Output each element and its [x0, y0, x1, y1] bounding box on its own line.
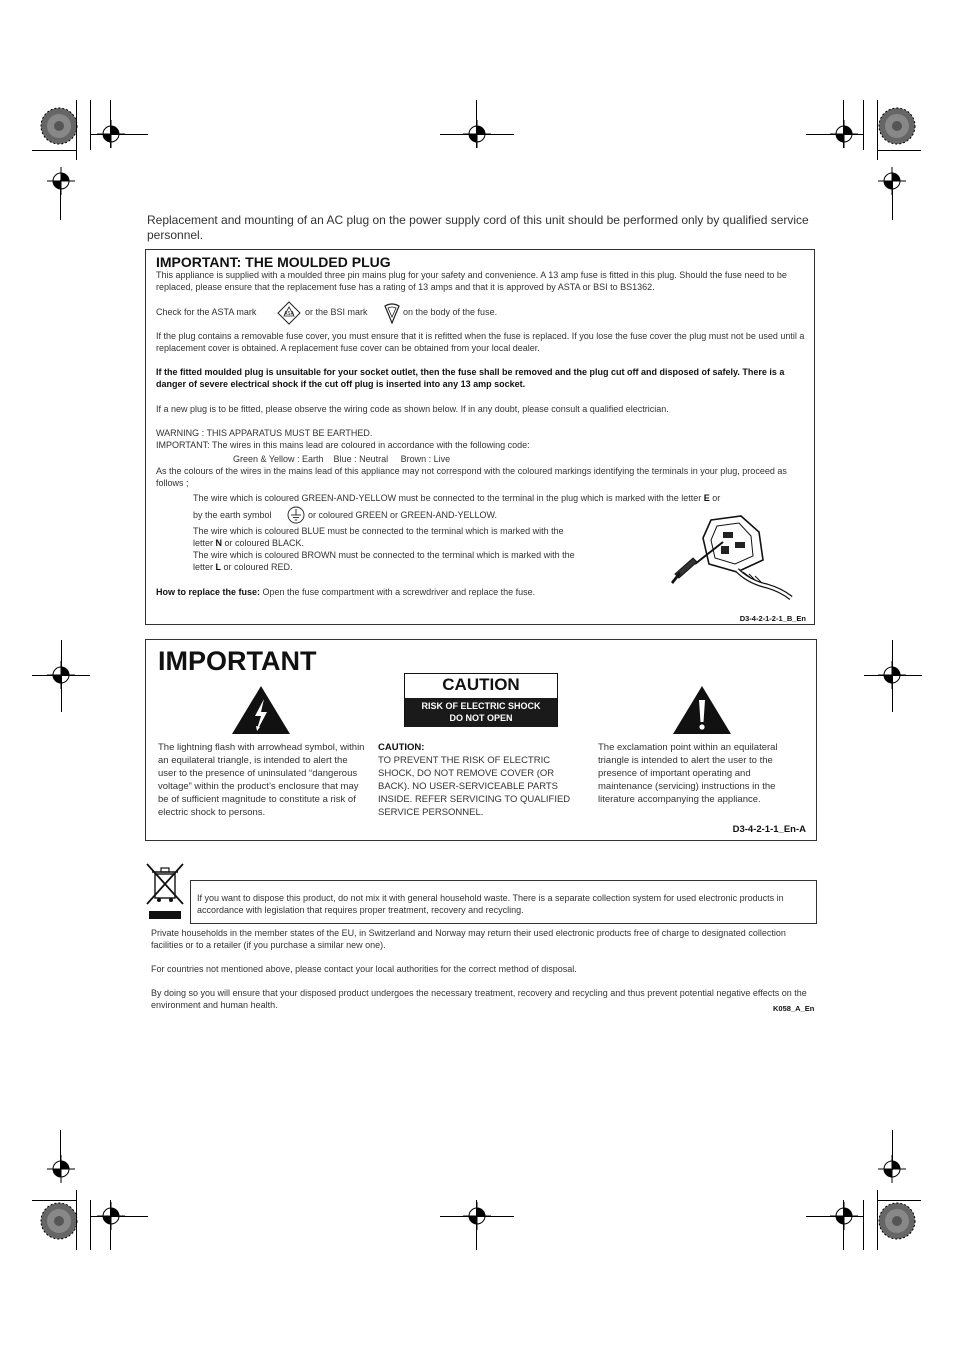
registration-mark-icon	[47, 1155, 75, 1183]
document-code: D3-4-2-1-2-1_B_En	[739, 614, 806, 623]
asta-mark-icon	[277, 301, 301, 325]
blue-instruction: The wire which is coloured BLUE must be connected to the terminal which is marked with the	[193, 526, 564, 536]
fuse-replacement-instructions: How to replace the fuse: Open the fuse compartment with a screwdriver and replace the fuse.	[156, 587, 536, 597]
caution-band	[405, 698, 557, 727]
weee-crossed-bin-icon	[145, 862, 185, 920]
crop-line	[90, 1200, 91, 1250]
crop-line	[76, 1190, 77, 1250]
plug-screwdriver-illustration	[671, 512, 796, 600]
fuse-body-text: on the body of the fuse.	[403, 307, 498, 317]
colour-mismatch-note: As the colours of the wires in the mains lead of this appliance may not correspond with the coloured markings identifying the terminals in your plug, proceed as follows ;	[156, 466, 787, 488]
crop-line	[877, 1200, 921, 1201]
section-heading: IMPORTANT: THE MOULDED PLUG	[156, 254, 391, 270]
crop-line	[806, 1216, 864, 1217]
crop-line	[90, 134, 148, 135]
color-target-icon	[878, 1202, 916, 1240]
crop-line	[60, 180, 61, 220]
caution-description-text: TO PREVENT THE RISK OF ELECTRIC SHOCK, DO NOT REMOVE COVER (OR BACK). NO USER-SERVICEABLE PARTS INSIDE. REFER SERVICING TO QUALIFIED SERVICE PERSONNEL.	[378, 755, 571, 818]
document-code: D3-4-2-1-1_En-A	[732, 824, 806, 835]
bsi-kitemark-icon	[382, 302, 402, 324]
crop-line	[32, 150, 76, 151]
important-heading: IMPORTANT	[158, 646, 317, 676]
fuse-cover-paragraph: If the plug contains a removable fuse cover, you must ensure that it is refitted when the fuse is replaced. If you lose the fuse cover the plug must not be used until a replacement cover is obtained. A replacement fuse cover can be obtained from your local dealer.	[156, 331, 805, 353]
crop-line	[110, 100, 111, 148]
environment-paragraph: By doing so you will ensure that your disposed product undergoes the necessary treatment, recovery and recycling and thus prevent potential negative effects on the environment and human health.	[151, 988, 807, 1010]
color-target-icon	[40, 1202, 78, 1240]
caution-title: CAUTION	[442, 675, 520, 694]
crop-line	[476, 100, 477, 148]
color-target-icon	[40, 107, 78, 145]
crop-line	[892, 640, 893, 712]
crop-line	[877, 100, 878, 160]
crop-line	[476, 1200, 477, 1250]
crop-line	[806, 134, 864, 135]
crop-line	[892, 180, 893, 220]
wire-colour-intro: IMPORTANT: The wires in this mains lead are coloured in accordance with the following code:	[156, 440, 530, 450]
wire-colour-code: Green & Yellow : Earth Blue : Neutral Brown : Live	[233, 454, 451, 464]
asta-check-text: Check for the ASTA mark	[156, 307, 257, 317]
new-plug-paragraph: If a new plug is to be fitted, please observe the wiring code as shown below. If in any doubt, please consult a qualified electrician.	[156, 404, 669, 414]
bsi-check-text: or the BSI mark	[305, 307, 368, 317]
crop-line	[61, 640, 62, 712]
crop-line	[892, 1130, 893, 1170]
important-section	[145, 639, 817, 841]
caution-band-line: DO NOT OPEN	[449, 713, 513, 723]
caution-label	[404, 673, 558, 727]
crop-line	[110, 1200, 111, 1250]
lightning-description: The lightning flash with arrowhead symbol, within an equilateral triangle, is intended to alert the user to the presence of uninsulated “dangerous voltage” within the product’s enclosure that may be of sufficient magnitude to constitute a risk of electric shock to persons.	[158, 742, 365, 818]
registration-mark-icon	[47, 167, 75, 195]
earth-symbol-text: by the earth symbol	[193, 510, 272, 520]
crop-line	[90, 1216, 148, 1217]
crop-line	[877, 1190, 878, 1250]
svg-text:ASA: ASA	[283, 311, 295, 317]
intro-text: Replacement and mounting of an AC plug on the power supply cord of this unit should be performed only by qualified service personnel.	[147, 213, 809, 242]
caution-band-line: RISK OF ELECTRIC SHOCK	[421, 701, 541, 711]
caution-description-label: CAUTION:	[378, 742, 425, 753]
caution-description	[378, 741, 584, 819]
document-code: K058_A_En	[773, 1004, 815, 1013]
blue-instruction-letter: letter N or coloured BLACK.	[193, 538, 305, 548]
crop-line	[76, 100, 77, 160]
earth-colour-text: or coloured GREEN or GREEN-AND-YELLOW.	[308, 510, 498, 520]
brown-instruction-letter: letter L or coloured RED.	[193, 562, 293, 572]
brown-instruction: The wire which is coloured BROWN must be connected to the terminal which is marked with the	[193, 550, 575, 560]
moulded-plug-section	[145, 249, 815, 625]
crop-line	[440, 1216, 514, 1217]
crop-line	[877, 150, 921, 151]
disposal-notice-box	[190, 880, 817, 924]
disposal-notice-text: If you want to dispose this product, do not mix it with general household waste. There is a separate collection system for used electronic products in accordance with legislation that requires proper treatment, recovery and recycling.	[197, 893, 784, 915]
exclamation-warning-icon	[672, 685, 732, 735]
other-countries-paragraph: For countries not mentioned above, please contact your local authorities for the correct method of disposal.	[151, 964, 577, 974]
crop-line	[864, 675, 922, 676]
crop-line	[863, 1200, 864, 1250]
cut-off-plug-warning: If the fitted moulded plug is unsuitable for your socket outlet, then the fuse shall be removed and the plug cut off and disposed of safely. There is a danger of severe electrical shock if the cut off plug is inserted into any 13 amp socket.	[156, 367, 785, 389]
crop-line	[90, 100, 91, 150]
lightning-warning-icon	[231, 685, 291, 735]
eu-return-paragraph: Private households in the member states of the EU, in Switzerland and Norway may return their used electronic products free of charge to designated collection facilities or to a retailer (if you purchase a similar new one).	[151, 928, 786, 950]
exclamation-description: The exclamation point within an equilateral triangle is intended to alert the user to the presence of important operating and maintenance (servicing) instructions in the literature accompanying the appliance.	[598, 742, 778, 805]
fuse-info-paragraph: This appliance is supplied with a moulded three pin mains plug for your safety and convenience. A 13 amp fuse is fitted in this plug. Should the fuse need to be replaced, please ensure that the replacement fuse has a rating of 13 amps and that it is approved by ASTA or BSI to BS1362.	[156, 270, 787, 292]
color-target-icon	[878, 107, 916, 145]
earth-symbol-icon	[287, 506, 305, 524]
crop-line	[843, 1200, 844, 1250]
crop-line	[60, 1130, 61, 1170]
crop-line	[863, 100, 864, 150]
crop-line	[440, 134, 514, 135]
green-yellow-instruction: The wire which is coloured GREEN-AND-YELLOW must be connected to the terminal in the plug which is marked with the letter E or	[193, 493, 721, 503]
crop-line	[843, 100, 844, 148]
crop-line	[32, 1200, 76, 1201]
earthed-warning: WARNING : THIS APPARATUS MUST BE EARTHED.	[156, 428, 373, 438]
